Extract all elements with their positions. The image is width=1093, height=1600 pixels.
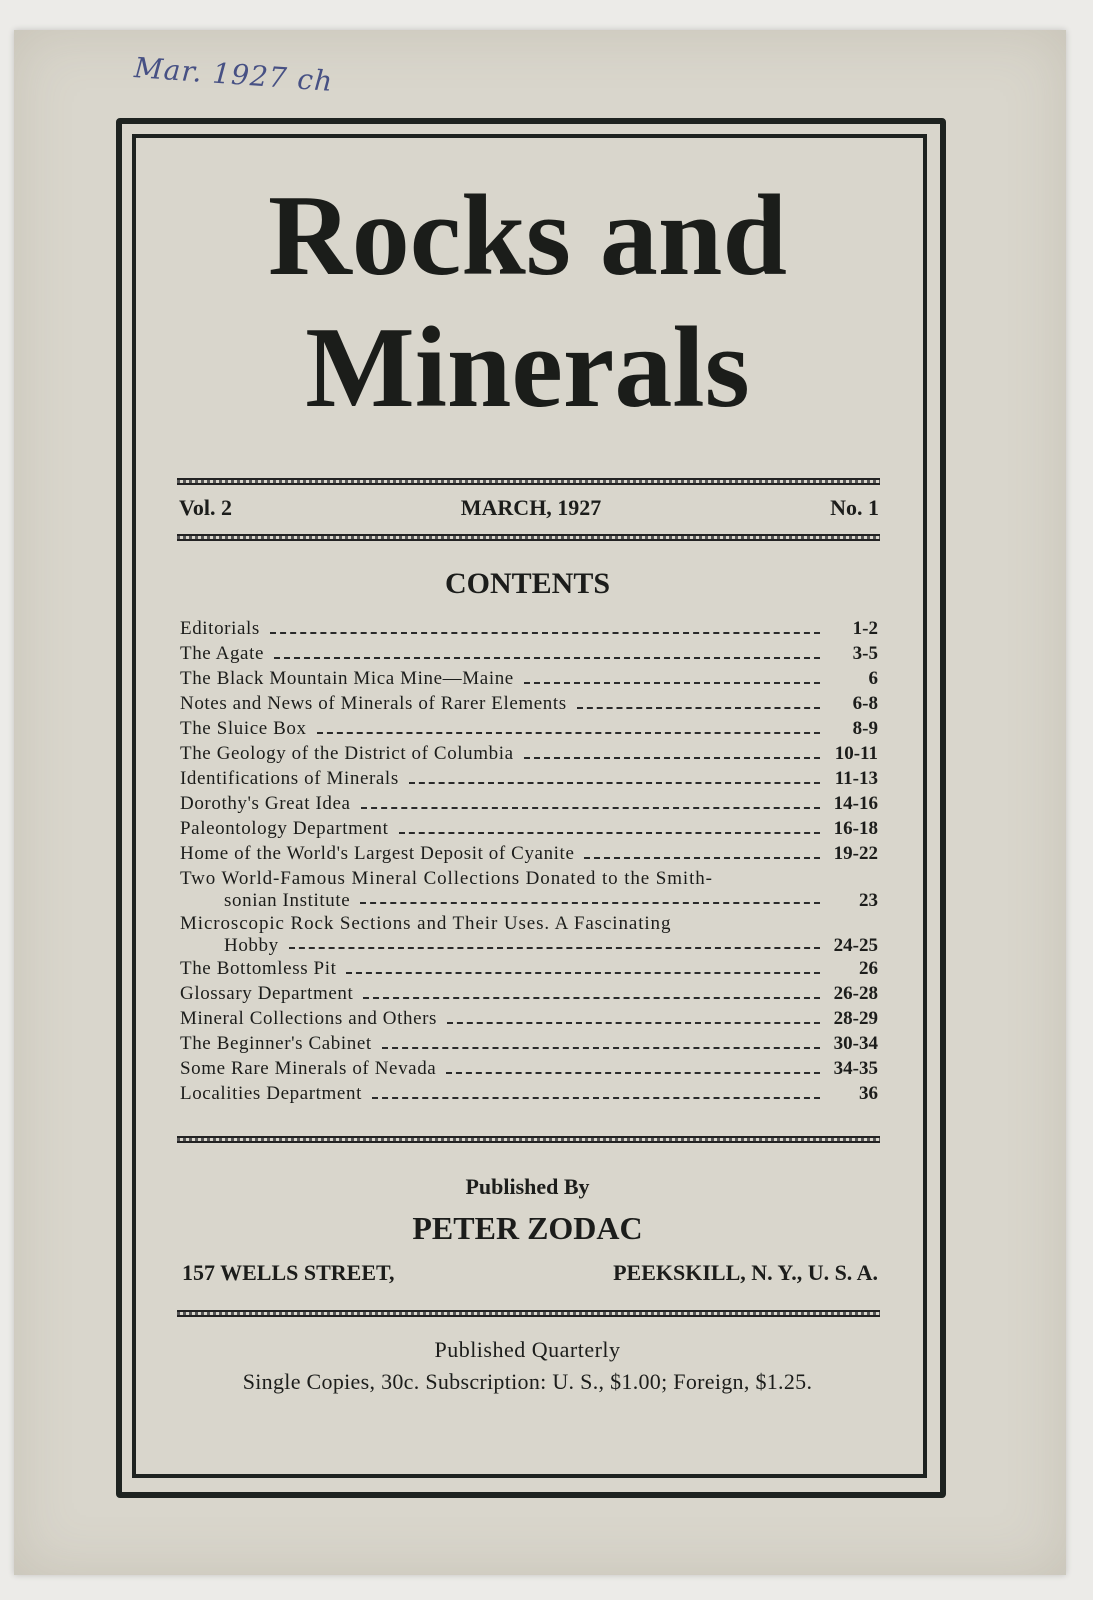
toc-entry-title: The Black Mountain Mica Mine—Maine <box>180 668 514 689</box>
toc-entry <box>180 841 878 866</box>
toc-entry <box>180 616 878 641</box>
dot-leader <box>317 732 820 734</box>
table-of-contents <box>180 616 878 1106</box>
toc-entry <box>180 716 878 741</box>
toc-entry-title: Home of the World's Largest Deposit of Cyanite <box>180 843 575 864</box>
dot-leader <box>372 1097 820 1099</box>
divider-rule <box>177 534 880 541</box>
toc-entry-pages: 26-28 <box>833 983 878 1004</box>
toc-entry <box>180 791 878 816</box>
dot-leader <box>346 972 820 974</box>
toc-entry <box>180 981 878 1006</box>
publication-frequency: Published Quarterly <box>434 1337 621 1362</box>
toc-entry-title: Notes and News of Minerals of Rarer Elements <box>180 693 567 714</box>
toc-entry <box>180 1006 878 1031</box>
toc-entry-pages: 24-25 <box>833 935 878 956</box>
issue-number: No. 1 <box>830 495 879 520</box>
dot-leader <box>382 1047 820 1049</box>
toc-entry-pages: 36 <box>859 1083 878 1104</box>
dot-leader <box>446 1072 820 1074</box>
subscription-pricing: Single Copies, 30c. Subscription: U. S., $1.00; Foreign, $1.25. <box>242 1369 813 1394</box>
toc-entry <box>180 956 878 981</box>
toc-entry-title: Two World-Famous Mineral Collections Donated to the Smith- <box>180 868 713 889</box>
dot-leader <box>447 1022 820 1024</box>
toc-entry-pages: 11-13 <box>834 768 878 789</box>
magazine-cover <box>14 30 1066 1575</box>
toc-entry-pages: 14-16 <box>833 793 878 814</box>
dot-leader <box>361 807 820 809</box>
toc-entry-pages: 19-22 <box>833 843 878 864</box>
toc-entry-title: The Sluice Box <box>180 718 307 739</box>
toc-entry-continuation <box>180 891 878 911</box>
dot-leader <box>524 682 820 684</box>
toc-entry-title: The Bottomless Pit <box>180 958 337 979</box>
dot-leader <box>270 632 820 634</box>
published-by-label: Published By <box>465 1174 590 1199</box>
toc-entry <box>180 666 878 691</box>
toc-entry <box>180 691 878 716</box>
toc-entry-title: Paleontology Department <box>180 818 389 839</box>
toc-entry-pages: 6-8 <box>852 693 878 714</box>
dot-leader <box>584 857 820 859</box>
toc-entry <box>180 1031 878 1056</box>
toc-entry-title: Microscopic Rock Sections and Their Uses. A Fascinating <box>180 913 672 934</box>
dot-leader <box>524 757 820 759</box>
issue-info <box>179 495 879 521</box>
toc-entry <box>180 1056 878 1081</box>
volume-number: Vol. 2 <box>179 495 232 520</box>
toc-entry-pages: 16-18 <box>833 818 878 839</box>
toc-entry-title: The Beginner's Cabinet <box>180 1033 372 1054</box>
toc-entry-pages: 6 <box>868 668 878 689</box>
toc-entry-title: The Geology of the District of Columbia <box>180 743 514 764</box>
toc-entry-title: Some Rare Minerals of Nevada <box>180 1058 437 1079</box>
dot-leader <box>577 707 820 709</box>
toc-entry <box>180 741 878 766</box>
publisher-name: PETER ZODAC <box>412 1210 643 1246</box>
toc-entry-pages: 23 <box>859 890 878 911</box>
toc-entry <box>180 911 878 956</box>
toc-entry-title: Mineral Collections and Others <box>180 1008 438 1029</box>
dot-leader <box>274 657 820 659</box>
toc-entry <box>180 1081 878 1106</box>
toc-entry-pages: 34-35 <box>833 1058 878 1079</box>
toc-entry-title: The Agate <box>180 643 265 664</box>
dot-leader <box>289 947 820 949</box>
toc-entry-title: Identifications of Minerals <box>180 768 399 789</box>
toc-entry-pages: 30-34 <box>833 1033 878 1054</box>
contents-heading: CONTENTS <box>444 567 611 600</box>
toc-entry-continuation <box>180 936 878 956</box>
toc-entry-pages: 28-29 <box>833 1008 878 1029</box>
divider-rule <box>177 1310 880 1317</box>
toc-entry-title: Glossary Department <box>180 983 354 1004</box>
toc-entry-pages: 3-5 <box>852 643 878 664</box>
toc-entry <box>180 766 878 791</box>
toc-entry <box>180 816 878 841</box>
street-address: 157 WELLS STREET, <box>182 1260 395 1285</box>
dot-leader <box>360 902 820 904</box>
toc-entry-title: Dorothy's Great Idea <box>180 793 351 814</box>
toc-entry-pages: 26 <box>859 958 878 979</box>
magazine-title-line1: Rocks and <box>268 172 787 300</box>
dot-leader <box>409 782 820 784</box>
toc-entry-title-continued: sonian Institute <box>224 890 351 911</box>
divider-rule <box>177 478 880 485</box>
divider-rule <box>177 1136 880 1143</box>
toc-entry-title-continued: Hobby <box>224 935 279 956</box>
toc-entry-pages: 8-9 <box>852 718 878 739</box>
magazine-title-line2: Minerals <box>305 304 750 432</box>
toc-entry-title: Localities Department <box>180 1083 362 1104</box>
issue-date: MARCH, 1927 <box>460 495 602 520</box>
toc-entry-pages: 10-11 <box>834 743 878 764</box>
dot-leader <box>399 832 820 834</box>
publisher-address <box>182 1260 878 1286</box>
handwritten-note: Mar. 1927 ch <box>133 51 335 98</box>
toc-entry-pages: 1-2 <box>852 618 878 639</box>
toc-entry-title: Editorials <box>180 618 260 639</box>
dot-leader <box>363 997 820 999</box>
toc-entry <box>180 866 878 911</box>
toc-entry <box>180 641 878 666</box>
city-address: PEEKSKILL, N. Y., U. S. A. <box>613 1260 878 1285</box>
